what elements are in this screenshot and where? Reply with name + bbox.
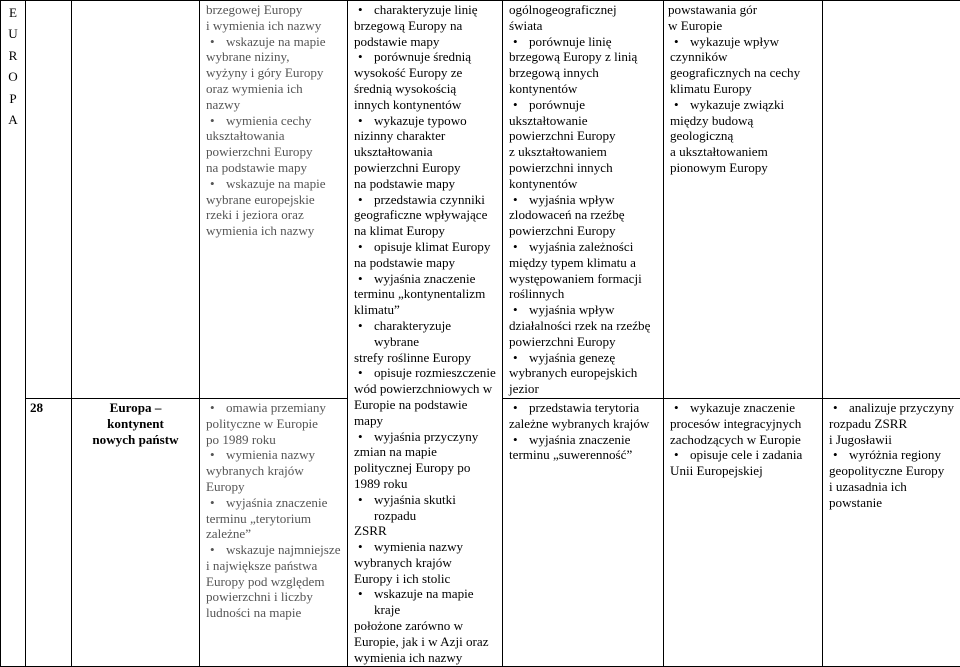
empty-number-cell: [26, 1, 72, 399]
level-d-top-cell: [664, 1, 823, 399]
level-c-top-list: [507, 2, 659, 397]
empty-topic-cell: [72, 1, 200, 399]
list-line: politycznej Europy po: [352, 460, 498, 476]
list-line: powierzchni Europy: [352, 160, 498, 176]
list-line: i Jugosławii: [827, 432, 956, 448]
list-line: świata: [507, 18, 659, 34]
row-number: 28: [26, 398, 72, 667]
region-letter: A: [5, 109, 21, 130]
level-b-list: [352, 2, 498, 665]
list-line: kontynentów: [507, 176, 659, 192]
bullet-item: • wykazuje typowo: [352, 113, 498, 129]
list-line: ZSRR: [352, 523, 498, 539]
list-line: brzegową innych: [507, 65, 659, 81]
bullet-item: • wykazuje wpływ: [668, 34, 818, 50]
list-line: kontynentów: [507, 81, 659, 97]
list-line: wybrane europejskie: [204, 192, 343, 208]
bullet-item: • wyjaśnia znaczenie: [352, 271, 498, 287]
region-letter: U: [5, 23, 21, 44]
bullet-item: • wymienia nazwy: [352, 539, 498, 555]
bullet-item: • wyjaśnia znaczenie: [204, 495, 343, 511]
list-line: wymienia ich nazwy: [204, 223, 343, 239]
bullet-item: • porównuje: [507, 97, 659, 113]
bullet-item: • porównuje linię: [507, 34, 659, 50]
list-line: zlodowaceń na rzeźbę: [507, 207, 659, 223]
level-c-bottom-cell: [503, 398, 664, 667]
level-d-bottom-list: [668, 400, 818, 479]
list-line: Unii Europejskiej: [668, 463, 818, 479]
bullet-item: • wskazuje na mapie: [204, 176, 343, 192]
list-line: powierzchni Europy: [507, 128, 659, 144]
bullet-item: • wyjaśnia wpływ: [507, 192, 659, 208]
bullet-item: • przedstawia terytoria: [507, 400, 659, 416]
level-e-bottom-cell: [823, 398, 960, 667]
list-line: terminu „terytorium: [204, 511, 343, 527]
list-line: mapy: [352, 413, 498, 429]
list-line: wyżyny i góry Europy: [204, 65, 343, 81]
list-line: jezior: [507, 381, 659, 397]
list-line: rzeki i jeziora oraz: [204, 207, 343, 223]
list-line: wysokość Europy ze: [352, 65, 498, 81]
topic-title-line-2: kontynent: [76, 416, 195, 432]
list-line: podstawie mapy: [352, 34, 498, 50]
list-line: i największe państwa: [204, 558, 343, 574]
list-line: wybranych krajów: [204, 463, 343, 479]
bullet-item: • wykazuje znaczenie: [668, 400, 818, 416]
list-line: zależne”: [204, 526, 343, 542]
list-line: geograficzne wpływające: [352, 207, 498, 223]
bullet-item: • wyjaśnia skutki rozpadu: [352, 492, 498, 524]
list-line: geologiczną: [668, 128, 818, 144]
list-line: ludności na mapie: [204, 605, 343, 621]
level-b-cell: [348, 1, 503, 667]
list-line: zależne wybranych krajów: [507, 416, 659, 432]
list-line: terminu „suwerenność”: [507, 447, 659, 463]
list-line: ogólnogeograficznej: [507, 2, 659, 18]
region-letter: P: [5, 88, 21, 109]
list-line: klimatu Europy: [668, 81, 818, 97]
list-line: wybranych krajów: [352, 555, 498, 571]
level-a-bottom-list: [204, 400, 343, 621]
list-line: powierzchni innych: [507, 160, 659, 176]
bullet-item: • wyróżnia regiony: [827, 447, 956, 463]
list-line: nazwy: [204, 97, 343, 113]
list-line: zmian na mapie: [352, 444, 498, 460]
list-line: powierzchni Europy: [507, 334, 659, 350]
region-cell: [1, 1, 26, 667]
list-line: oraz wymienia ich: [204, 81, 343, 97]
list-line: zachodzących w Europie: [668, 432, 818, 448]
list-line: między typem klimatu a: [507, 255, 659, 271]
list-line: na podstawie mapy: [352, 255, 498, 271]
list-line: polityczne w Europie: [204, 416, 343, 432]
list-line: ukształtowania: [352, 144, 498, 160]
list-line: geograficznych na cechy: [668, 65, 818, 81]
list-line: powstawania gór: [668, 2, 818, 18]
list-line: ukształtowania: [204, 128, 343, 144]
list-line: na klimat Europy: [352, 223, 498, 239]
region-letter: E: [5, 2, 21, 23]
bullet-item: • omawia przemiany: [204, 400, 343, 416]
bullet-item: • analizuje przyczyny: [827, 400, 956, 416]
list-line: Europy pod względem: [204, 574, 343, 590]
bullet-item: • wyjaśnia genezę: [507, 350, 659, 366]
list-line: 1989 roku: [352, 476, 498, 492]
list-line: położone zarówno w: [352, 618, 498, 634]
bullet-item: • wykazuje związki: [668, 97, 818, 113]
list-line: Europie, jak i w Azji oraz: [352, 634, 498, 650]
bullet-item: • wyjaśnia zależności: [507, 239, 659, 255]
level-c-bottom-list: [507, 400, 659, 463]
region-letters: [5, 2, 21, 130]
list-line: wybrane niziny,: [204, 49, 343, 65]
list-line: na podstawie mapy: [204, 160, 343, 176]
region-letter: R: [5, 45, 21, 66]
level-e-top-cell: [823, 1, 960, 399]
bullet-item: • porównuje średnią: [352, 49, 498, 65]
list-line: między budową: [668, 113, 818, 129]
list-line: a ukształtowaniem: [668, 144, 818, 160]
list-line: nizinny charakter: [352, 128, 498, 144]
list-line: roślinnych: [507, 286, 659, 302]
list-line: brzegową Europy na: [352, 18, 498, 34]
list-line: i uzasadnia ich: [827, 479, 956, 495]
list-line: brzegową Europy z linią: [507, 49, 659, 65]
list-line: wymienia ich nazwy: [352, 650, 498, 666]
list-line: procesów integracyjnych: [668, 416, 818, 432]
list-line: czynników: [668, 49, 818, 65]
bullet-item: • opisuje klimat Europy: [352, 239, 498, 255]
bullet-item: • wyjaśnia znaczenie: [507, 432, 659, 448]
list-line: działalności rzek na rzeźbę: [507, 318, 659, 334]
level-c-top-cell: [503, 1, 664, 399]
list-line: ukształtowanie: [507, 113, 659, 129]
bullet-item: • opisuje rozmieszczenie: [352, 365, 498, 381]
list-line: klimatu”: [352, 302, 498, 318]
list-line: strefy roślinne Europy: [352, 350, 498, 366]
list-line: powierzchni Europy: [204, 144, 343, 160]
topic-title-cell: [72, 398, 200, 667]
topic-title-line-1: Europa –: [76, 400, 195, 416]
bullet-item: • wskazuje na mapie kraje: [352, 586, 498, 618]
level-a-top-list: [204, 2, 343, 239]
list-line: rozpadu ZSRR: [827, 416, 956, 432]
region-letter: O: [5, 66, 21, 87]
list-line: po 1989 roku: [204, 432, 343, 448]
list-line: geopolityczne Europy: [827, 463, 956, 479]
level-a-bottom-cell: [200, 398, 348, 667]
list-line: z ukształtowaniem: [507, 144, 659, 160]
level-d-top-list: [668, 2, 818, 176]
bullet-item: • opisuje cele i zadania: [668, 447, 818, 463]
list-line: średnią wysokością: [352, 81, 498, 97]
level-e-bottom-list: [827, 400, 956, 511]
list-line: Europy: [204, 479, 343, 495]
bullet-item: • wyjaśnia przyczyny: [352, 429, 498, 445]
list-line: wód powierzchniowych w: [352, 381, 498, 397]
list-line: terminu „kontynentalizm: [352, 286, 498, 302]
list-line: Europie na podstawie: [352, 397, 498, 413]
topic-title-line-3: nowych państw: [76, 432, 195, 448]
bullet-item: • wskazuje najmniejsze: [204, 542, 343, 558]
bullet-item: • wymienia cechy: [204, 113, 343, 129]
list-line: innych kontynentów: [352, 97, 498, 113]
bullet-item: • charakteryzuje linię: [352, 2, 498, 18]
list-line: brzegowej Europy: [204, 2, 343, 18]
level-a-top-cell: [200, 1, 348, 399]
bullet-item: • wyjaśnia wpływ: [507, 302, 659, 318]
list-line: pionowym Europy: [668, 160, 818, 176]
list-line: powierzchni i liczby: [204, 589, 343, 605]
row-europe-top: [1, 1, 960, 399]
list-line: i wymienia ich nazwy: [204, 18, 343, 34]
bullet-item: • charakteryzuje wybrane: [352, 318, 498, 350]
bullet-item: • przedstawia czynniki: [352, 192, 498, 208]
list-line: wybranych europejskich: [507, 365, 659, 381]
list-line: występowaniem formacji: [507, 271, 659, 287]
list-line: na podstawie mapy: [352, 176, 498, 192]
bullet-item: • wskazuje na mapie: [204, 34, 343, 50]
list-line: Europy i ich stolic: [352, 571, 498, 587]
list-line: powierzchni Europy: [507, 223, 659, 239]
bullet-item: • wymienia nazwy: [204, 447, 343, 463]
list-line: w Europie: [668, 18, 818, 34]
list-line: powstanie: [827, 495, 956, 511]
level-d-bottom-cell: [664, 398, 823, 667]
